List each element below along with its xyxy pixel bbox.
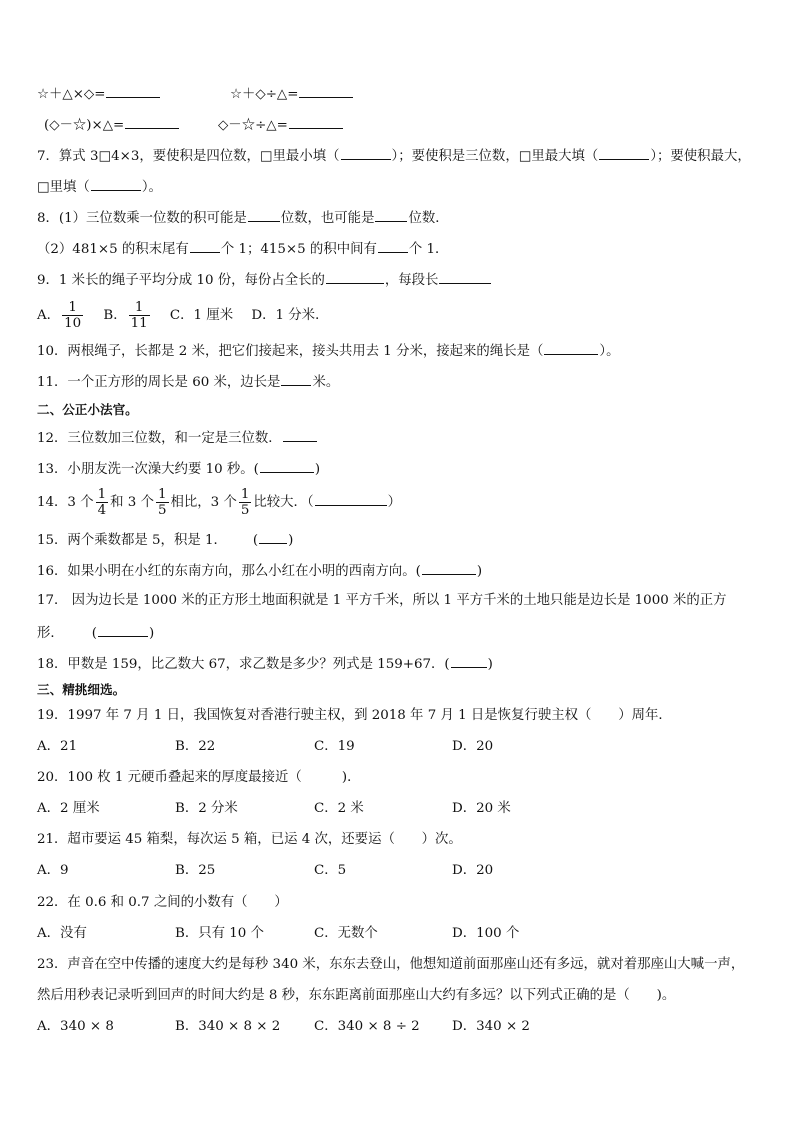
expression-line-2 [44,115,180,135]
question-18 [37,654,493,674]
fraction-numerator: 1 [129,300,150,316]
answer-blank[interactable] [248,208,280,222]
answer-blank[interactable] [326,270,384,284]
fraction-denominator: 4 [97,503,107,518]
answer-blank[interactable] [260,459,314,473]
option-a[interactable]: A．没有 [37,926,87,941]
option-b[interactable]: B．340 × 8 × 2 [175,1019,281,1034]
answer-blank[interactable] [439,270,491,284]
option-a[interactable]: A．21 [37,739,78,754]
question-text: 位数，也可能是 [280,211,375,226]
answer-blank[interactable] [106,84,160,98]
question-text: 个 1；415×5 的积中间有 [220,242,377,257]
option-a[interactable] [37,300,85,331]
answer-blank[interactable] [544,341,598,355]
answer-blank[interactable] [315,492,387,506]
question-11 [37,372,339,392]
option-d[interactable]: D．20 [452,739,494,754]
fraction [156,487,169,518]
option-d[interactable]: D．20 米 [452,801,511,816]
option-c[interactable]: C．2 米 [314,801,364,816]
question-23-cont: 然后用秒表记录听到回声的时间大约是 8 秒，东东距离前面那座山大约有多远？以下列式正确的是（ )。 [37,988,676,1003]
option-b[interactable]: B．25 [175,863,216,878]
question-text: ）。 [599,344,620,359]
question-text: 和 3 个 [110,495,154,510]
answer-blank[interactable] [98,623,148,637]
question-7 [37,146,751,166]
fraction-denominator: 11 [130,316,148,331]
question-text: □里填（ [37,180,90,195]
expression-text: ◇－☆÷△= [218,118,288,133]
option-a[interactable]: A．340 × 8 [37,1019,114,1034]
question-text: ） [387,495,402,510]
fraction-numerator: 1 [240,487,250,502]
question-text: 10．两根绳子，长都是 2 米，把它们接起来，接头共用去 1 分米，接起来的绳长是（ [37,344,544,359]
question-text: 形． [37,626,64,641]
fraction [62,300,83,331]
answer-blank[interactable] [259,530,287,544]
question-text: ，每段长 [384,273,439,288]
question-12 [37,428,318,448]
answer-blank[interactable] [283,428,317,442]
answer-blank[interactable] [281,372,311,386]
question-17: 17． 因为边长是 1000 米的正方形土地面积就是 1 平方千米，所以 1 平方千米的土地只能是边长是 1000 米的正方 [37,593,727,608]
fraction [129,300,150,331]
expression-line-2b [218,115,344,135]
question-14 [37,485,401,521]
question-17-cont [37,623,154,643]
section-3-heading: 三、精挑细选。 [37,682,126,697]
option-b[interactable] [103,300,151,331]
option-d[interactable]: D．340 × 2 [452,1019,530,1034]
question-text: ) [149,626,155,641]
fraction-numerator: 1 [62,300,83,316]
question-text: ）；要使积是三位数，□里最大填（ [391,149,599,164]
question-21: 21．超市要运 45 箱梨，每次运 5 箱，已运 4 次，还要运（ ）次。 [37,832,462,847]
option-c[interactable]: C．340 × 8 ÷ 2 [314,1019,420,1034]
question-text: 8．(1）三位数乘一位数的积可能是 [37,211,247,226]
question-text: 7．算式 3□4×3，要使积是四位数，□里最小填（ [37,149,340,164]
question-15 [37,530,293,550]
option-a[interactable]: A．9 [37,863,69,878]
question-text: 15．两个乘数都是 5，积是 1． [37,533,227,548]
option-a[interactable]: A．2 厘米 [37,801,100,816]
answer-blank[interactable] [599,146,649,160]
fraction-numerator: 1 [157,487,167,502]
question-text: ( [252,533,259,548]
question-20: 20．100 枚 1 元硬币叠起来的厚度最接近（ )． [37,770,361,785]
question-text: ）。 [141,180,162,195]
answer-blank[interactable] [299,84,353,98]
question-text: ) [487,657,493,672]
expression-text: ☆＋△×◇= [37,87,106,102]
option-c[interactable]: C．1 厘米 [169,308,234,323]
option-d[interactable]: D．20 [452,863,494,878]
expression-text: (◇－☆)×△= [44,118,125,133]
question-19: 19．1997 年 7 月 1 日，我国恢复对香港行驶主权，到 2018 年 7 月 1 日是恢复行驶主权（ ）周年． [37,708,672,723]
question-text: ) [288,533,294,548]
question-8-part-2 [37,239,448,259]
answer-blank[interactable] [289,115,343,129]
fraction [239,487,252,518]
answer-blank[interactable] [375,208,407,222]
expression-line-1b [230,84,354,104]
question-9-options [37,298,328,334]
fraction-denominator: 10 [64,316,82,331]
question-16 [37,561,482,581]
option-c[interactable]: C．无数个 [314,926,378,941]
question-13 [37,459,320,479]
question-text: 个 1． [408,242,449,257]
question-text: 米。 [312,375,340,390]
answer-blank[interactable] [190,239,220,253]
question-text: ) [476,564,483,579]
option-c[interactable]: C．19 [314,739,355,754]
answer-blank[interactable] [125,115,179,129]
option-letter: A． [37,308,61,323]
question-text: ）；要使积最大， [650,149,751,164]
question-text: 16．如果小明在小红的东南方向，那么小红在小明的西南方向。( [37,564,421,579]
answer-blank[interactable] [451,654,487,668]
question-8-part-1 [37,208,449,228]
fraction-numerator: 1 [97,487,107,502]
expression-line-1 [37,84,161,104]
question-text: 11．一个正方形的周长是 60 米，边长是 [37,375,281,390]
option-b[interactable]: B．2 分米 [175,801,238,816]
question-text: ) [314,462,321,477]
question-text: 相比，3 个 [170,495,237,510]
fraction [96,487,109,518]
question-text: 比较大．（ [253,495,314,510]
option-b[interactable]: B．22 [175,739,216,754]
option-c[interactable]: C．5 [314,863,347,878]
option-letter: B． [103,308,127,323]
question-7-cont [37,177,162,197]
question-text: 9．1 米长的绳子平均分成 10 份，每份占全长的 [37,273,325,288]
question-text: ( [91,626,98,641]
question-23: 23．声音在空中传播的速度大约是每秒 340 米，东东去登山，他想知道前面那座山还有多远，就对着那座山大喊一声， [37,957,745,972]
option-d[interactable]: D．100 个 [452,926,520,941]
question-22: 22．在 0.6 和 0.7 之间的小数有（ ） [37,895,288,910]
question-text: 12．三位数加三位数，和一定是三位数． [37,431,282,446]
expression-text: ☆＋◇÷△= [230,87,299,102]
question-text: 14．3 个 [37,495,94,510]
question-text: 位数． [408,211,449,226]
option-d[interactable]: D．1 分米． [251,308,329,323]
answer-blank[interactable] [91,177,141,191]
question-text: （2）481×5 的积末尾有 [37,242,189,257]
question-9 [37,270,492,290]
question-text: 13．小朋友洗一次澡大约要 10 秒。( [37,462,259,477]
fraction-denominator: 5 [240,503,250,518]
fraction-denominator: 5 [157,503,167,518]
question-10 [37,341,619,361]
answer-blank[interactable] [422,561,476,575]
question-text: 18．甲数是 159，比乙数大 67，求乙数是多少？列式是 159+67．( [37,657,450,672]
answer-blank[interactable] [341,146,391,160]
answer-blank[interactable] [378,239,408,253]
section-2-heading: 二、公正小法官。 [37,402,138,417]
option-b[interactable]: B．只有 10 个 [175,926,264,941]
